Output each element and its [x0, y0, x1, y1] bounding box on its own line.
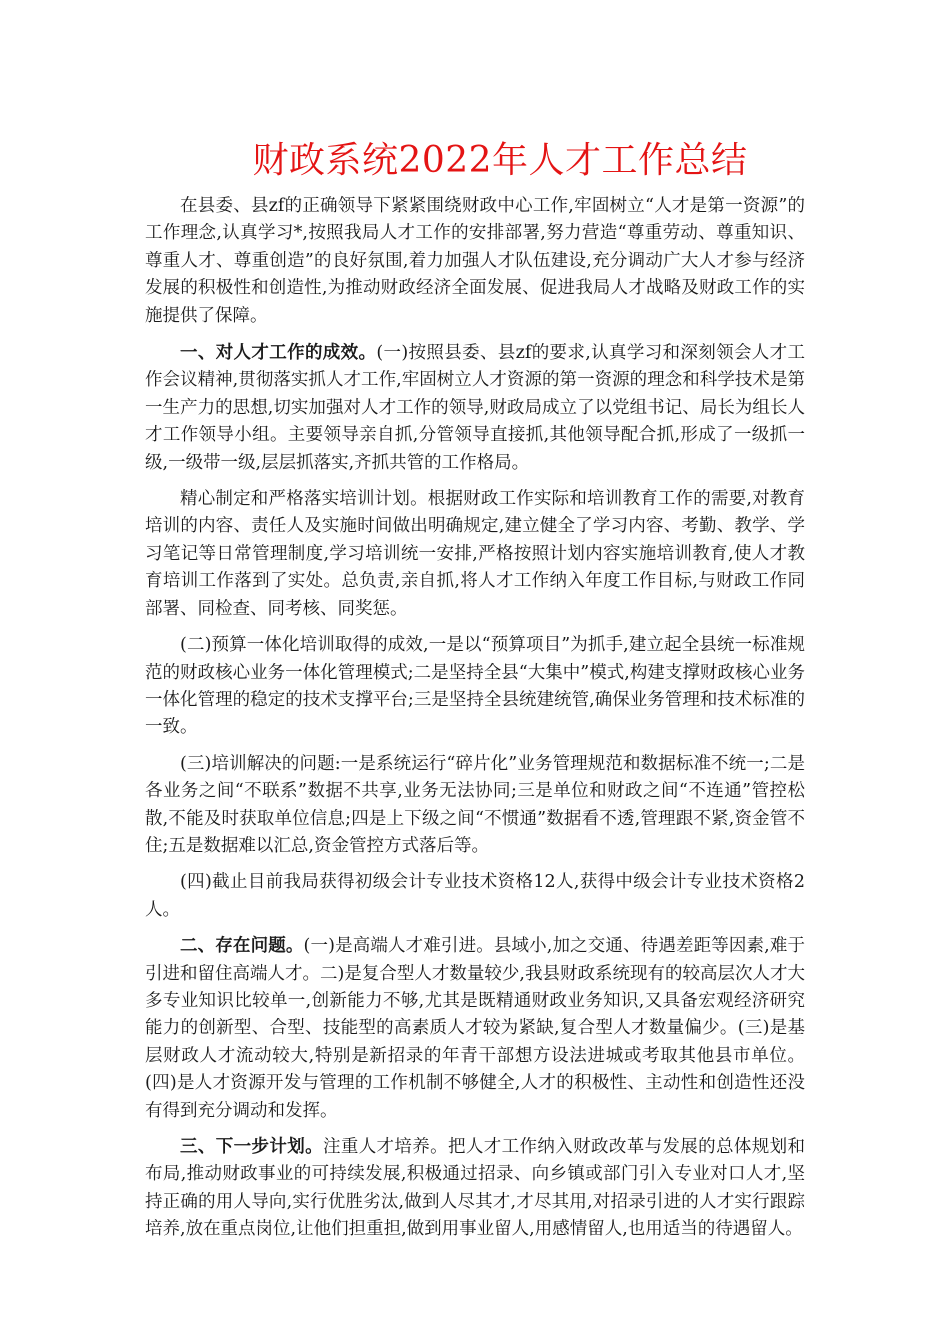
paragraph-existing-problems [145, 933, 805, 1125]
paragraph-problems-solved [145, 751, 805, 861]
paragraph-text: 在县委、县zf的正确领导下紧紧围绕财政中心工作,牢固树立“人才是第一资源”的工作理念,认真学习*,按照我局人才工作的安排部署,努力营造“尊重劳动、尊重知识、尊重人才、尊重创造”的良好氛围,着力加强人才队伍建设,充分调动广大人才参与经济发展的积极性和创造性,为推动财政经济全面发展、促进我局人才战略及财政工作的实施提供了保障。 [145, 196, 805, 326]
document-title: 财政系统2022年人才工作总结 [252, 140, 748, 181]
section-heading-achievements: 一、对人才工作的成效。 [180, 343, 377, 364]
paragraph-text: (二)预算一体化培训取得的成效,一是以“预算项目”为抓手,建立起全县统一标准规范的财政核心业务一体化管理模式;二是坚持全县“大集中”模式,构建支撑财政核心业务一体化管理的稳定的技术支撑平台;三是坚持全县统建统管,确保业务管理和技术标准的一致。 [145, 635, 805, 738]
document-body [145, 193, 805, 1253]
paragraph-text: 注重人才培养。把人才工作纳入财政改革与发展的总体规划和布局,推动财政事业的可持续发展,积极通过招录、向乡镇或部门引入专业对口人才,坚持正确的用人导向,实行优胜劣汰,做到人尽其才,才尽其用,对招录引进的人才实行跟踪培养,放在重点岗位,让他们担重担,做到用事业留人,用感情留人,也用适当的待遇留人。 [145, 1137, 806, 1240]
paragraph-budget-training [145, 632, 805, 742]
paragraph-next-plan [145, 1134, 805, 1244]
paragraph-achievements [145, 340, 805, 477]
paragraph-text: (三)培训解决的问题:一是系统运行“碎片化”业务管理规范和数据标准不统一;二是各业务之间“不联系”数据不共享,业务无法协同;三是单位和财政之间“不连通”管控松散,不能及时获取单位信息;四是上下级之间“不惯通”数据看不透,管理跟不紧,资金管不住;五是数据难以汇总,资金管控方式落后等。 [145, 753, 805, 856]
section-heading-next-plan: 三、下一步计划。 [180, 1137, 323, 1157]
paragraph-text: (四)截止目前我局获得初级会计专业技术资格12人,获得中级会计专业技术资格2人。 [145, 872, 805, 920]
paragraph-text: (一)是高端人才难引进。县域小,加之交通、待遇差距等因素,难于引进和留住高端人才。二)是复合型人才数量较少,我县财政系统现有的较高层次人才大多专业知识比较单一,创新能力不够,尤其是既精通财政业务知识,又具备宏观经济研究能力的创新型、合型、技能型的高素质人才较为紧缺,复合型人才数量偏少。(三)是基层财政人才流动较大,特别是新招录的年青干部想方设法进城或考取其他县市单位。(四)是人才资源开发与管理的工作机制不够健全,人才的积极性、主动性和创造性还没有得到充分调动和发挥。 [145, 936, 806, 1121]
paragraph-qualifications [145, 869, 805, 924]
section-heading-problems: 二、存在问题。 [180, 936, 304, 957]
paragraph-text: 精心制定和严格落实培训计划。根据财政工作实际和培训教育工作的需要,对教育培训的内容、责任人及实施时间做出明确规定,建立健全了学习内容、考勤、教学、学习笔记等日常管理制度,学习培训统一安排,严格按照计划内容实施培训教育,使人才教育培训工作落到了实处。总负责,亲自抓,将人才工作纳入年度工作目标,与财政工作同部署、同检查、同考核、同奖惩。 [145, 489, 805, 619]
paragraph-intro [145, 193, 805, 330]
paragraph-training-plan [145, 486, 805, 623]
paragraph-text: (一)按照县委、县zf的要求,认真学习和深刻领会人才工作会议精神,贯彻落实抓人才工作,牢固树立人才资源的第一资源的理念和科学技术是第一生产力的思想,切实加强对人才工作的领导,财政局成立了以党组书记、局长为组长人才工作领导小组。主要领导亲自抓,分管领导直接抓,其他领导配合抓,形成了一级抓一级,一级带一级,层层抓落实,齐抓共管的工作格局。 [145, 343, 805, 473]
